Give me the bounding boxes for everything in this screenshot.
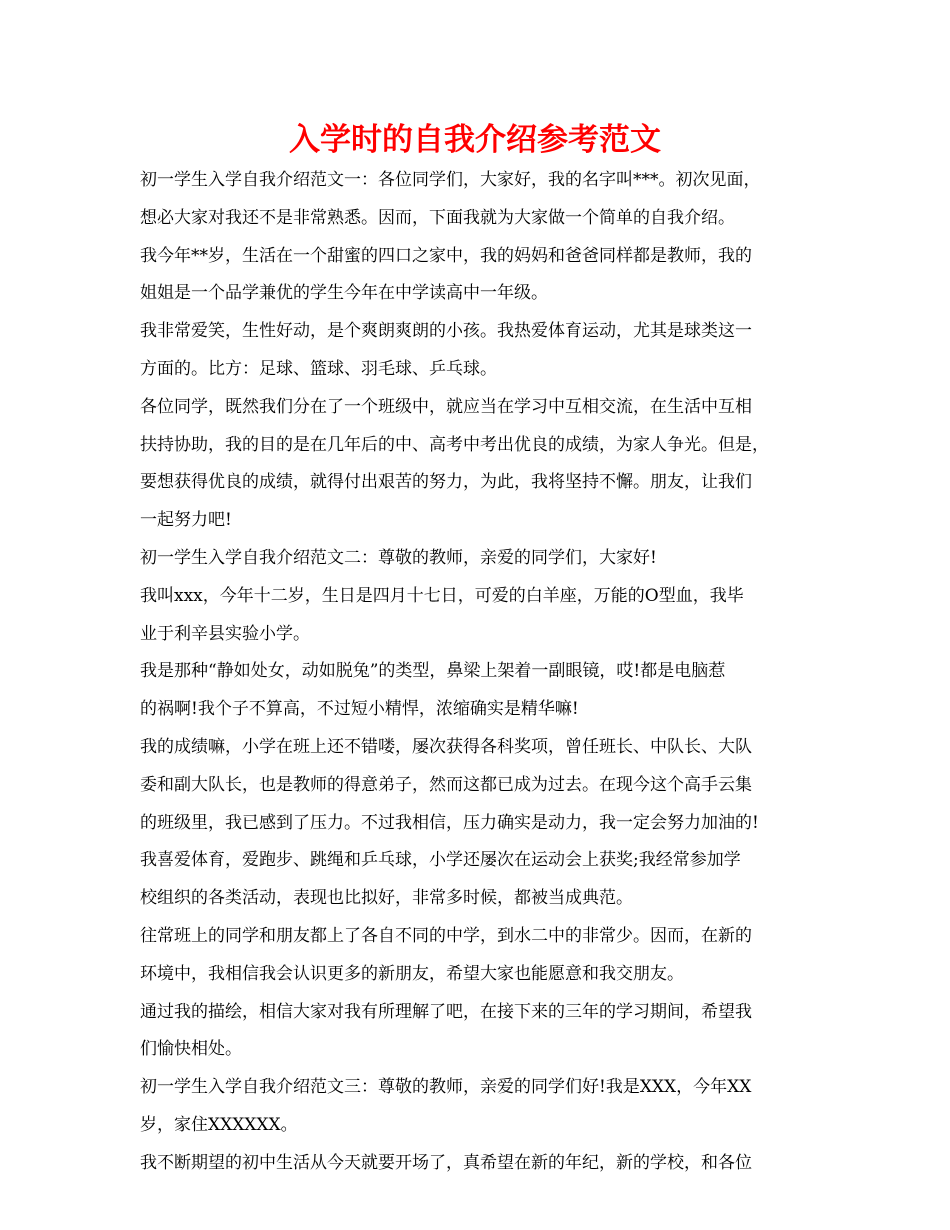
text-line: 一起努力吧! bbox=[140, 510, 232, 531]
text-line: 扶持协助，我的目的是在几年后的中、高考中考出优良的成绩，为家人争光。但是， bbox=[140, 434, 769, 455]
text-line: 要想获得优良的成绩，就得付出艰苦的努力，为此，我将坚持不懈。朋友，让我们 bbox=[140, 472, 752, 493]
text-line: 我叫xxx，今年十二岁，生日是四月十七日，可爱的白羊座，万能的O型血，我毕 bbox=[140, 585, 744, 606]
text-line: 初一学生入学自我介绍范文一：各位同学们，大家好，我的名字叫***。初次见面， bbox=[140, 170, 761, 190]
text-line: 的祸啊!我个子不算高，不过短小精悍，浓缩确实是精华嘛! bbox=[140, 699, 579, 720]
text-line: 我喜爱体育，爱跑步、跳绳和乒乓球，小学还屡次在运动会上获奖;我经常参加学 bbox=[140, 850, 741, 871]
text-line: 业于利辛县实验小学。 bbox=[140, 623, 310, 644]
text-line: 我非常爱笑，生性好动，是个爽朗爽朗的小孩。我热爱体育运动，尤其是球类这一 bbox=[140, 321, 752, 342]
text-line: 想必大家对我还不是非常熟悉。因而，下面我就为大家做一个简单的自我介绍。 bbox=[140, 207, 735, 228]
text-line: 我是那种“静如处女，动如脱兔”的类型，鼻梁上架着一副眼镜，哎!都是电脑惹 bbox=[140, 661, 726, 682]
text-line: 校组织的各类活动，表现也比拟好，非常多时候，都被当成典范。 bbox=[140, 888, 633, 909]
text-line: 的班级里，我已感到了压力。不过我相信，压力确实是动力，我一定会努力加油的! bbox=[140, 812, 759, 833]
document-body bbox=[140, 162, 820, 1183]
text-line: 各位同学，既然我们分在了一个班级中，就应当在学习中互相交流，在生活中互相 bbox=[140, 396, 752, 417]
text-line: 们愉快相处。 bbox=[140, 1039, 242, 1060]
text-line: 岁，家住XXXXXX。 bbox=[140, 1114, 298, 1135]
text-line: 通过我的描绘，相信大家对我有所理解了吧，在接下来的三年的学习期间，希望我 bbox=[140, 1001, 752, 1022]
document-title: 入学时的自我介绍参考范文 bbox=[289, 122, 661, 158]
text-line: 往常班上的同学和朋友都上了各自不同的中学，到水二中的非常少。因而，在新的 bbox=[140, 925, 752, 946]
text-line: 方面的。比方：足球、篮球、羽毛球、乒乓球。 bbox=[140, 358, 497, 379]
text-line: 初一学生入学自我介绍范文二：尊敬的教师，亲爱的同学们，大家好! bbox=[140, 547, 657, 568]
text-line: 我今年**岁，生活在一个甜蜜的四口之家中，我的妈妈和爸爸同样都是教师，我的 bbox=[140, 245, 752, 266]
text-line: 环境中，我相信我会认识更多的新朋友，希望大家也能愿意和我交朋友。 bbox=[140, 963, 684, 984]
text-line: 委和副大队长，也是教师的得意弟子，然而这都已成为过去。在现今这个高手云集 bbox=[140, 774, 752, 795]
text-line: 初一学生入学自我介绍范文三：尊敬的教师，亲爱的同学们好!我是XXX，今年XX bbox=[140, 1077, 752, 1098]
text-line: 姐姐是一个品学兼优的学生今年在中学读高中一年级。 bbox=[140, 283, 548, 304]
text-line: 我不断期望的初中生活从今天就要开场了，真希望在新的年纪，新的学校，和各位 bbox=[140, 1152, 752, 1173]
text-line: 我的成绩嘛，小学在班上还不错喽，屡次获得各科奖项，曾任班长、中队长、大队 bbox=[140, 736, 752, 757]
